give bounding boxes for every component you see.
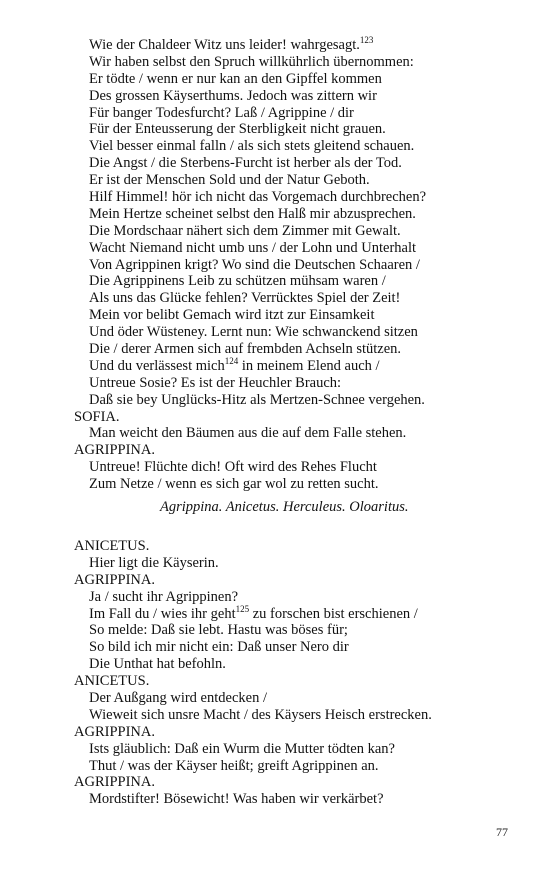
verse-line [74, 425, 534, 442]
verse-line [74, 622, 534, 639]
line-text: AGRIPPINA. [74, 723, 155, 740]
line-text: Wieweit sich unsre Macht / des Käysers Heisch erstrecken. [89, 706, 432, 723]
verse-line [74, 589, 534, 606]
verse-line [74, 105, 534, 122]
line-text: Und du verlässest mich [89, 357, 225, 374]
verse-line [74, 555, 534, 572]
verse-line [74, 690, 534, 707]
line-text: Die Unthat hat befohln. [89, 656, 226, 673]
line-text: Für banger Todesfurcht? Laß / Agrippine / dir [89, 104, 354, 121]
verse-line [74, 257, 534, 274]
verse-line [74, 37, 534, 54]
verse-line [74, 240, 534, 257]
verse-line [74, 355, 534, 375]
speaker-name [74, 774, 534, 791]
line-text: Mein vor belibt Gemach wird itzt zur Einsamkeit [89, 307, 375, 324]
speaker-name [74, 572, 534, 589]
line-text: Die Mordschaar nähert sich dem Zimmer mit Gewalt. [89, 222, 401, 239]
line-text: So melde: Daß sie lebt. Hastu was böses für; [89, 622, 348, 639]
line-text: Mein Hertze scheinet selbst den Halß mir abzusprechen. [89, 205, 416, 222]
verse-line [74, 476, 534, 493]
footnote-marker[interactable]: 125 [235, 603, 250, 614]
line-text: SOFIA. [74, 408, 120, 425]
footnote-marker[interactable]: 124 [224, 355, 239, 366]
verse-line [74, 741, 534, 758]
line-text: Der Außgang wird entdecken / [89, 689, 267, 706]
line-text: Die Angst / die Sterbens-Furcht ist herber als der Tod. [89, 155, 402, 172]
line-text: Von Agrippinen krigt? Wo sind die Deutschen Schaaren / [89, 256, 420, 273]
line-text: Die / derer Armen sich auf frembden Achseln stützen. [89, 341, 402, 358]
line-text: Ja / sucht ihr Agrippinen? [89, 588, 239, 605]
footnote-marker[interactable]: 123 [359, 35, 374, 45]
verse-line [74, 155, 534, 172]
verse-line [74, 206, 534, 223]
line-text: Wie der Chaldeer Witz uns leider! wahrgesagt. [89, 37, 360, 53]
verse-line [74, 375, 534, 392]
verse-line [74, 758, 534, 775]
verse-line [74, 459, 534, 476]
line-text: ANICETUS. [74, 537, 150, 554]
verse-line [74, 656, 534, 673]
line-text: Er ist der Menschen Sold und der Natur Geboth. [89, 172, 370, 189]
verse-line [74, 273, 534, 290]
line-text-continued: zu forschen bist erschienen / [249, 605, 418, 622]
speaker-name [74, 538, 534, 555]
line-text: Er tödte / wenn er nur kan an den Gipffel kommen [89, 70, 382, 87]
line-text: So bild ich mir nicht ein: Daß unser Nero dir [89, 639, 349, 656]
line-text: Wir haben selbst den Spruch willkührlich übernommen: [89, 53, 414, 70]
verse-line [74, 290, 534, 307]
line-text: Hilf Himmel! hör ich nicht das Vorgemach durchbrechen? [89, 189, 427, 206]
line-text-continued: in meinem Elend auch / [238, 357, 380, 374]
verse-line [74, 392, 534, 409]
line-text: Man weicht den Bäumen aus die auf dem Falle stehen. [89, 425, 407, 442]
line-text: Zum Netze / wenn es sich gar wol zu retten sucht. [89, 476, 379, 493]
verse-line [74, 54, 534, 71]
dialogue-block-1 [74, 37, 534, 493]
verse-line [74, 189, 534, 206]
verse-line [74, 791, 534, 808]
speaker-name [74, 724, 534, 741]
line-text: Mordstifter! Bösewicht! Was haben wir verkärbet? [89, 791, 384, 808]
line-text: AGRIPPINA. [74, 442, 155, 459]
line-text: ANICETUS. [74, 673, 150, 690]
line-text: AGRIPPINA. [74, 571, 155, 588]
line-text: Wacht Niemand nicht umb uns / der Lohn und Unterhalt [89, 239, 417, 256]
scene-heading: Agrippina. Anicetus. Herculeus. Oloaritus. [160, 499, 409, 516]
verse-line [74, 88, 534, 105]
page-number: 77 [496, 825, 508, 839]
line-text: Hier ligt die Käyserin. [89, 554, 219, 571]
verse-line [74, 603, 534, 623]
line-text: Für der Enteusserung der Sterbligkeit nicht grauen. [89, 121, 386, 138]
verse-line [74, 121, 534, 138]
line-text: Und öder Wüsteney. Lernt nun: Wie schwanckend sitzen [89, 324, 418, 341]
play-text [74, 37, 534, 808]
line-text: Untreue Sosie? Es ist der Heuchler Brauch: [89, 374, 342, 391]
line-text: AGRIPPINA. [74, 774, 155, 791]
line-text: Die Agrippinens Leib zu schützen mühsam waren / [89, 273, 386, 290]
line-text: Thut / was der Käyser heißt; greift Agrippinen an. [89, 757, 379, 774]
verse-line [74, 71, 534, 88]
verse-line [74, 341, 534, 358]
line-text: Untreue! Flüchte dich! Oft wird des Rehes Flucht [89, 459, 377, 476]
verse-line [74, 172, 534, 189]
speaker-name [74, 673, 534, 690]
verse-line [74, 707, 534, 724]
verse-line [74, 223, 534, 240]
verse-line [74, 138, 534, 155]
verse-line [74, 307, 534, 324]
line-text: Des grossen Käyserthums. Jedoch was zittern wir [89, 87, 377, 104]
speaker-name [74, 409, 534, 426]
line-text: Daß sie bey Unglücks-Hitz als Mertzen-Schnee vergehen. [89, 391, 425, 408]
line-text: Im Fall du / wies ihr geht [89, 605, 236, 622]
verse-line [74, 639, 534, 656]
line-text: Als uns das Glücke fehlen? Verrücktes Spiel der Zeit! [89, 290, 401, 307]
dialogue-block-2 [74, 538, 534, 808]
verse-line [74, 324, 534, 341]
line-text: Viel besser einmal falln / als sich stets gleitend schauen. [89, 138, 415, 155]
line-text: Ists gläublich: Daß ein Wurm die Mutter tödten kan? [89, 740, 395, 757]
speaker-name [74, 442, 534, 459]
